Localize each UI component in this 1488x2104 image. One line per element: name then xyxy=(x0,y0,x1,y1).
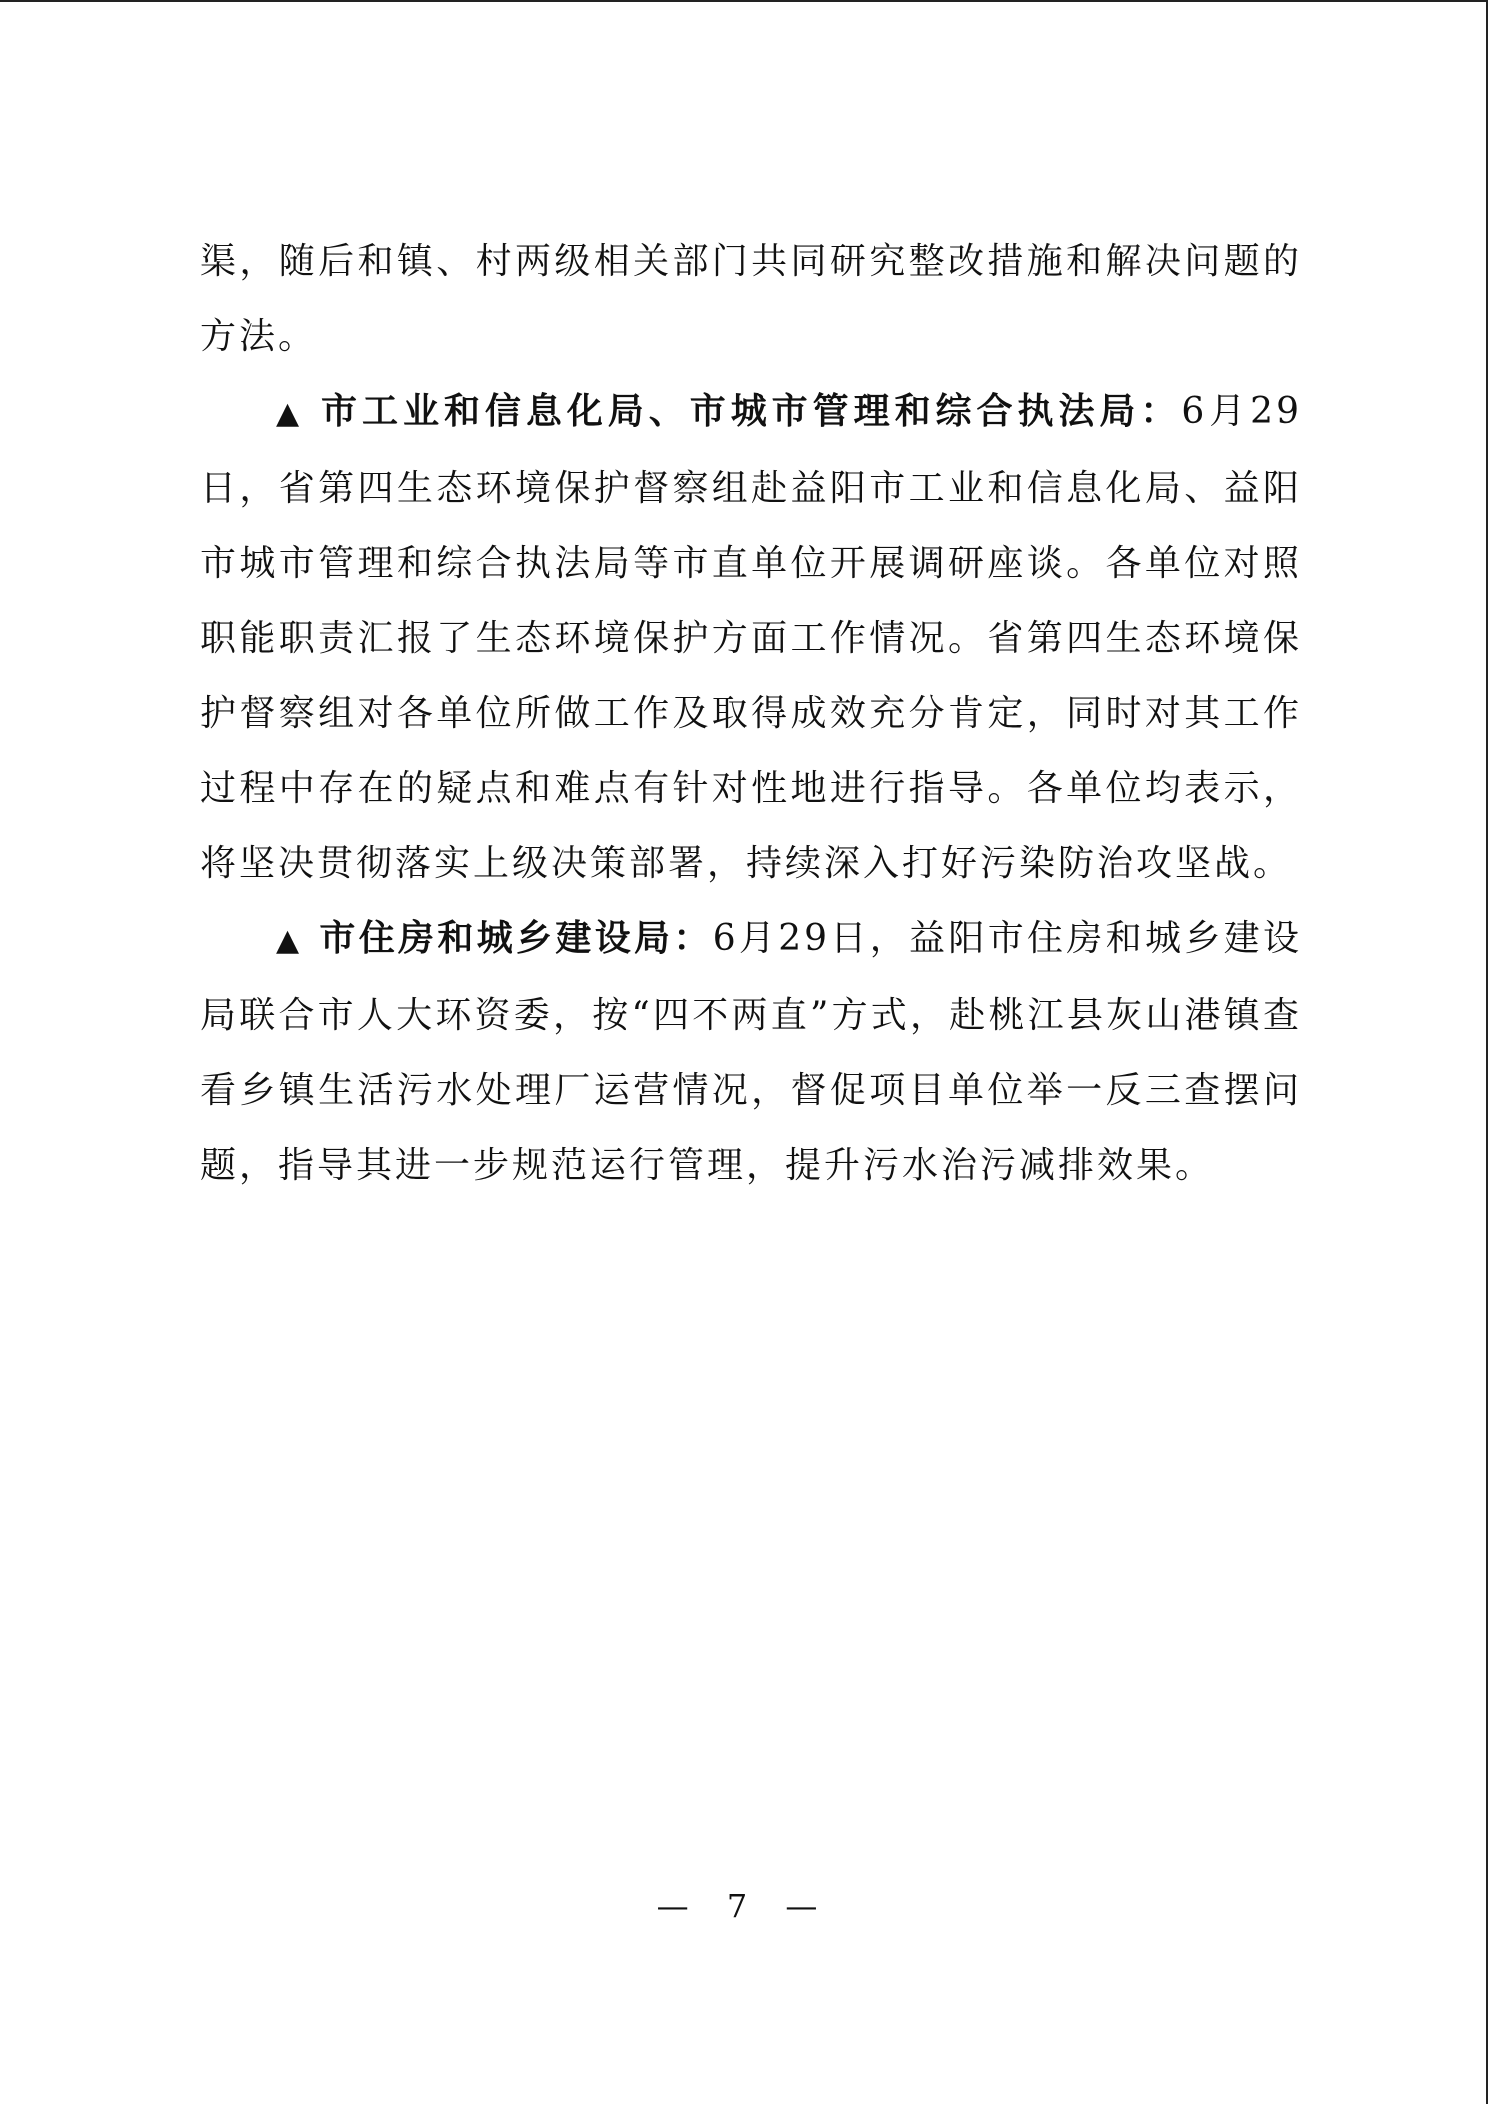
triangle-bullet-icon: ▲ xyxy=(276,396,302,431)
paragraph-heading: 市工业和信息化局、市城市管理和综合执法局： xyxy=(321,390,1182,432)
paragraph-text: 6月29日，省第四生态环境保护督察组赴益阳市工业和信息化局、益阳市城市管理和综合执法局等市直单位开展调研座谈。各单位对照职能职责汇报了生态环境保护方面工作情况。省第四生态环境保护督察组对各单位所做工作及取得成效充分肯定，同时对其工作过程中存在的疑点和难点有针对性地进行指导。各单位均表示，将坚决贯彻落实上级决策部署，持续深入打好污染防治攻坚战。 xyxy=(200,391,1302,884)
page-content xyxy=(200,224,1302,1203)
paragraph-text: 渠，随后和镇、村两级相关部门共同研究整改措施和解决问题的方法。 xyxy=(200,241,1302,357)
paragraph-industry-and-urban-management xyxy=(200,374,1302,901)
paragraph-text: 6月29日，益阳市住房和城乡建设局联合市人大环资委，按“四不两直”方式，赴桃江县灰山港镇查看乡镇生活污水处理厂运营情况，督促项目单位举一反三查摆问题，指导其进一步规范运行管理，提升污水治污减排效果。 xyxy=(200,918,1302,1186)
page-number: — 7 — xyxy=(656,1887,832,1925)
paragraph-continued xyxy=(200,224,1302,374)
triangle-bullet-icon: ▲ xyxy=(276,923,300,958)
paragraph-heading: 市住房和城乡建设局： xyxy=(319,917,713,959)
paragraph-housing-and-construction xyxy=(200,901,1302,1203)
